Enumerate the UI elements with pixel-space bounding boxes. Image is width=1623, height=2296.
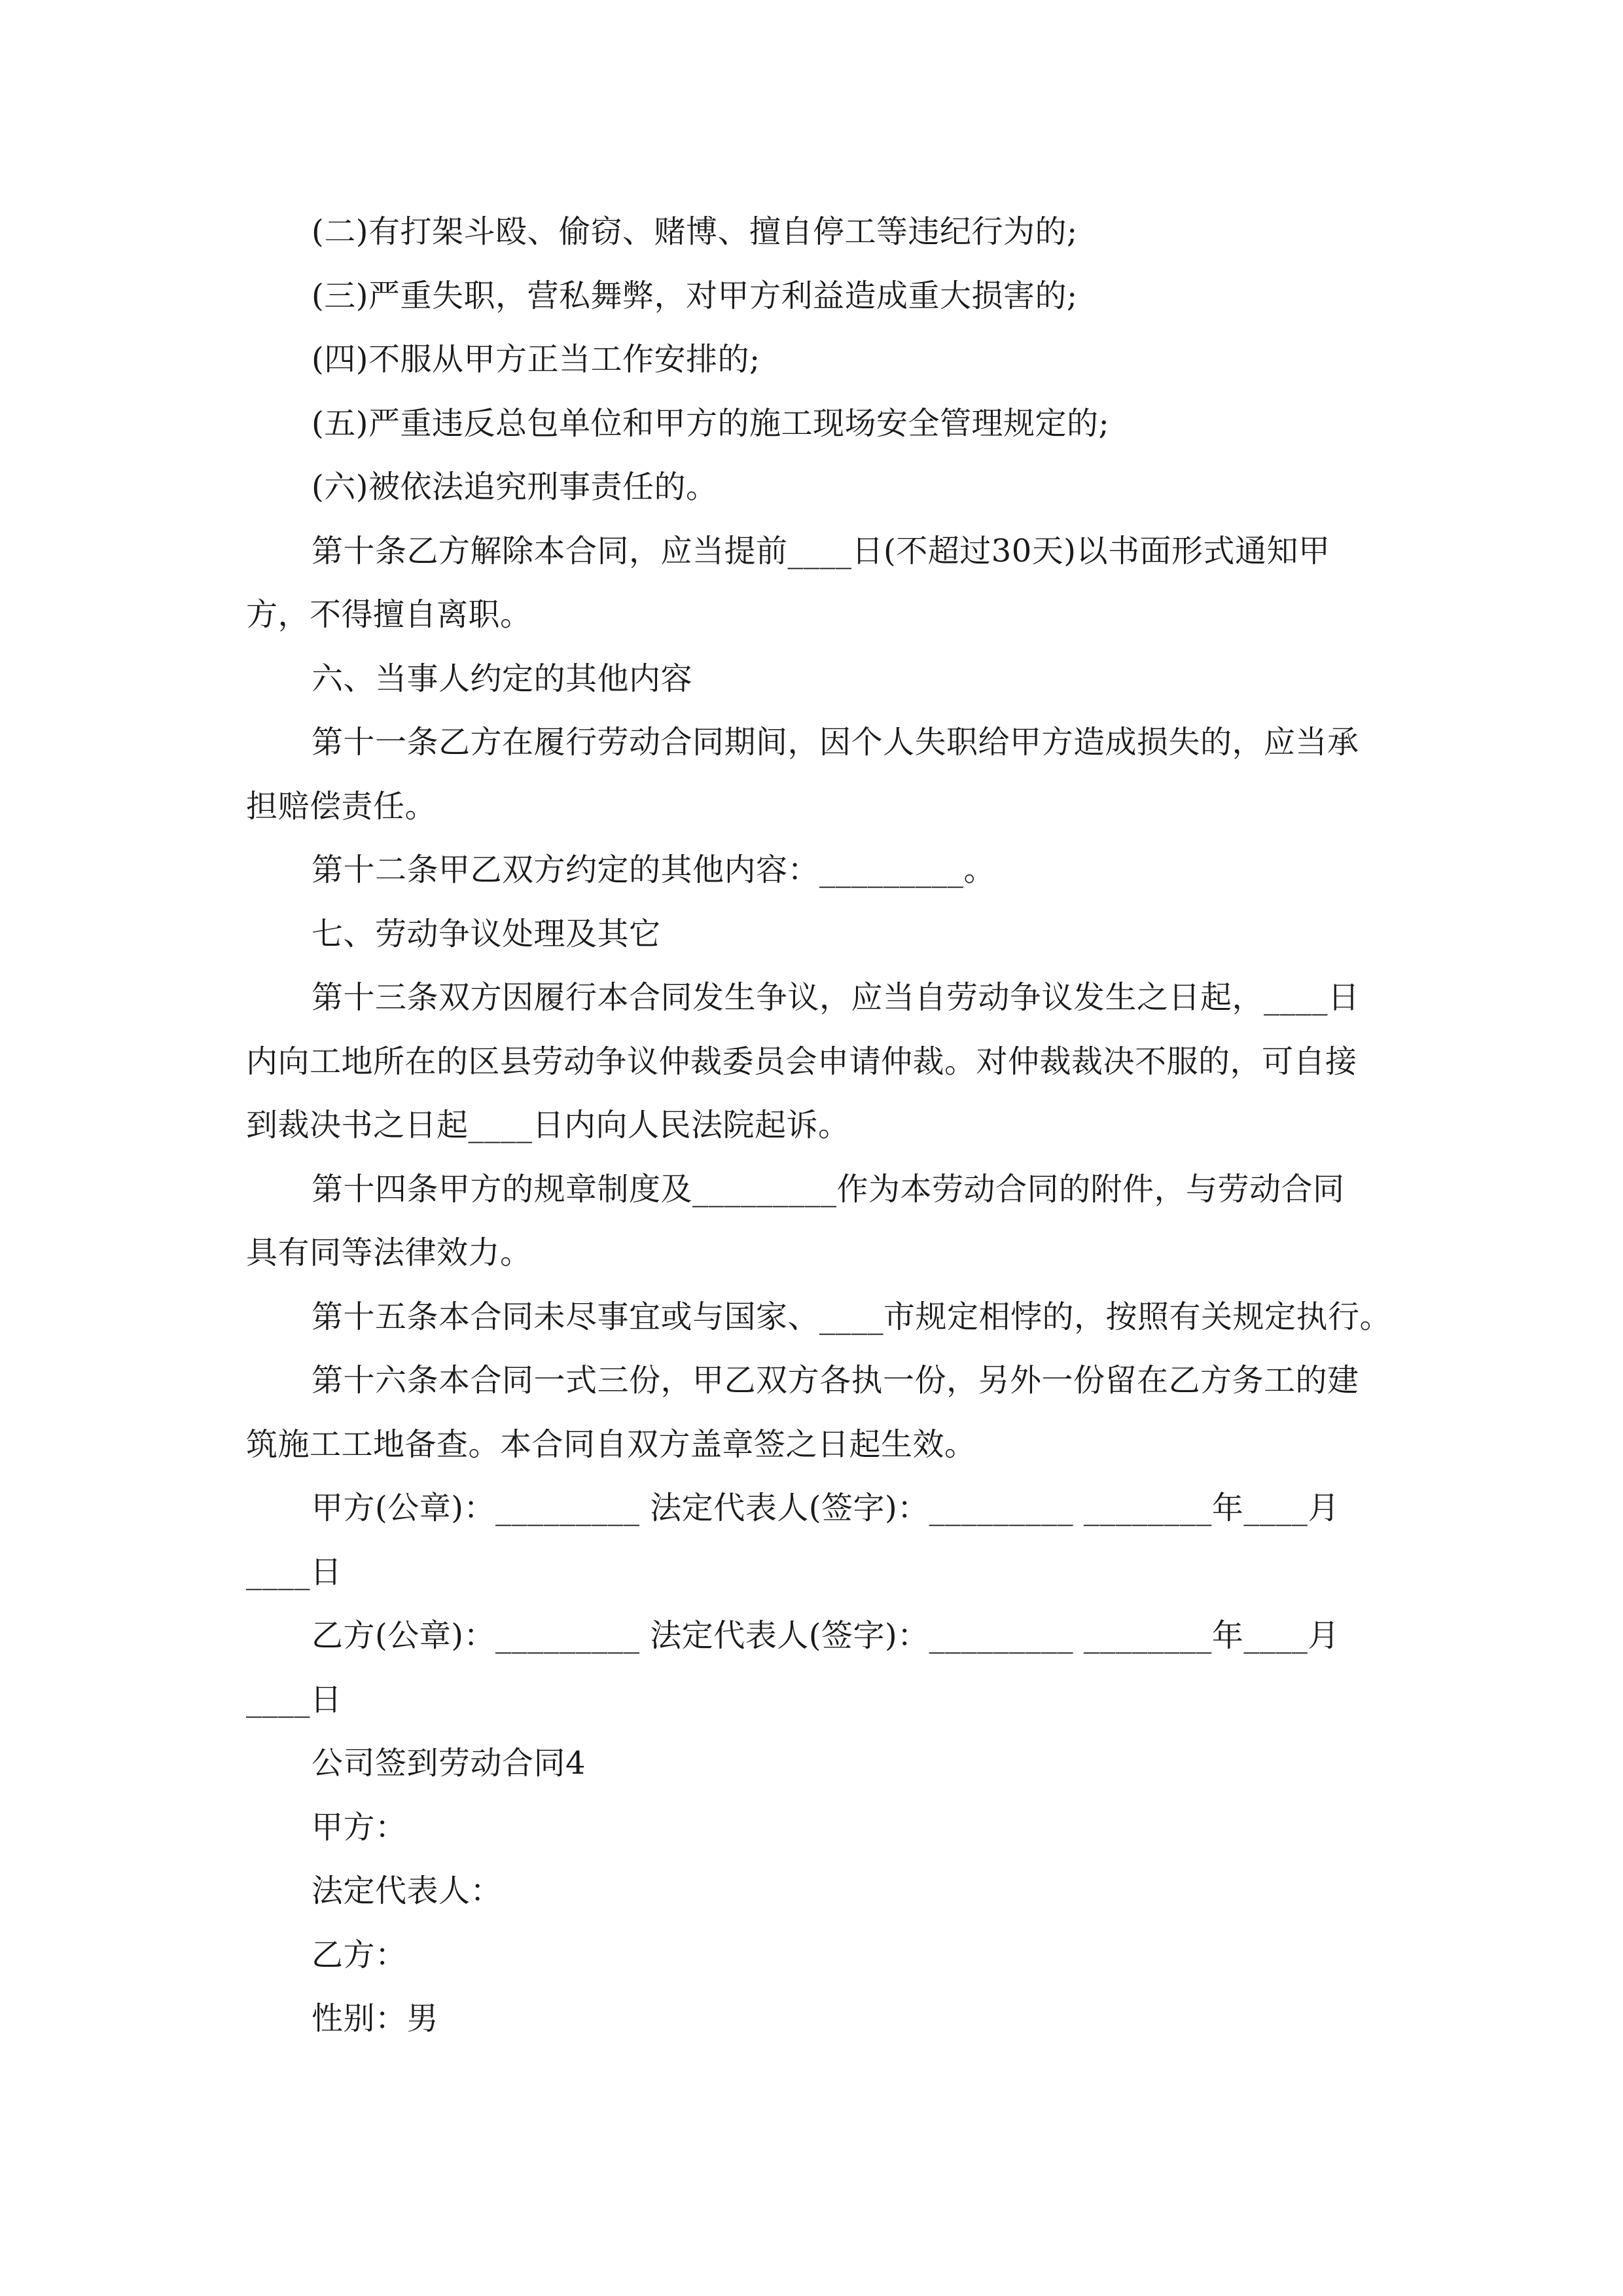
article-11-continuation: 担赔偿责任。 [246,787,437,825]
article-14-line: 第十四条甲方的规章制度及_________作为本劳动合同的附件，与劳动合同 [312,1170,1345,1208]
article-10-continuation: 方，不得擅自离职。 [246,596,532,633]
article-16-line: 第十六条本合同一式三份，甲乙双方各执一份，另外一份留在乙方务工的建 [312,1362,1359,1399]
legal-representative-field: 法定代表人： [312,1873,503,1909]
clause-line: (四)不服从甲方正当工作安排的; [312,341,760,378]
article-10-line: 第十条乙方解除本合同，应当提前____日(不超过30天)以书面形式通知甲 [312,532,1330,569]
party-b-date-line: ____日 [246,1681,342,1718]
clause-line: (五)严重违反总包单位和甲方的施工现场安全管理规定的; [312,404,1110,442]
party-b-field: 乙方： [312,1936,407,1973]
contract-title: 公司签到劳动合同4 [312,1745,586,1782]
clause-line: (二)有打架斗殴、偷窃、赌博、擅自停工等违纪行为的; [312,213,1078,250]
article-11-line: 第十一条乙方在履行劳动合同期间，因个人失职给甲方造成损失的，应当承 [312,724,1359,761]
party-a-date-line: ____日 [246,1553,342,1590]
party-a-signature-line: 甲方(公章)：_________ 法定代表人(签字)：_________ ________年____月 [312,1490,1340,1526]
clause-line: (三)严重失职，营私舞弊，对甲方利益造成重大损害的; [312,277,1078,314]
section-heading: 七、劳动争议处理及其它 [312,915,661,952]
document-body [246,200,1392,2051]
article-13-line: 第十三条双方因履行本合同发生争议，应当自劳动争议发生之日起，____日 [312,979,1360,1016]
article-13-continuation: 内向工地所在的区县劳动争议仲裁委员会申请仲裁。对仲裁裁决不服的，可自接 [246,1043,1357,1080]
article-14-continuation: 具有同等法律效力。 [246,1234,532,1271]
article-15-line: 第十五条本合同未尽事宜或与国家、____市规定相悖的，按照有关规定执行。 [312,1298,1392,1335]
section-heading: 六、当事人约定的其他内容 [312,660,693,697]
article-16-continuation: 筑施工工地备查。本合同自双方盖章签之日起生效。 [246,1426,976,1463]
article-12-line: 第十二条甲乙双方约定的其他内容：_________。 [312,852,996,888]
gender-field: 性别：男 [312,2000,439,2037]
article-13-continuation: 到裁决书之日起____日内向人民法院起诉。 [246,1107,850,1143]
party-b-signature-line: 乙方(公章)：_________ 法定代表人(签字)：_________ ________年____月 [312,1617,1340,1654]
party-a-field: 甲方： [312,1808,407,1846]
clause-line: (六)被依法追究刑事责任的。 [312,469,718,505]
